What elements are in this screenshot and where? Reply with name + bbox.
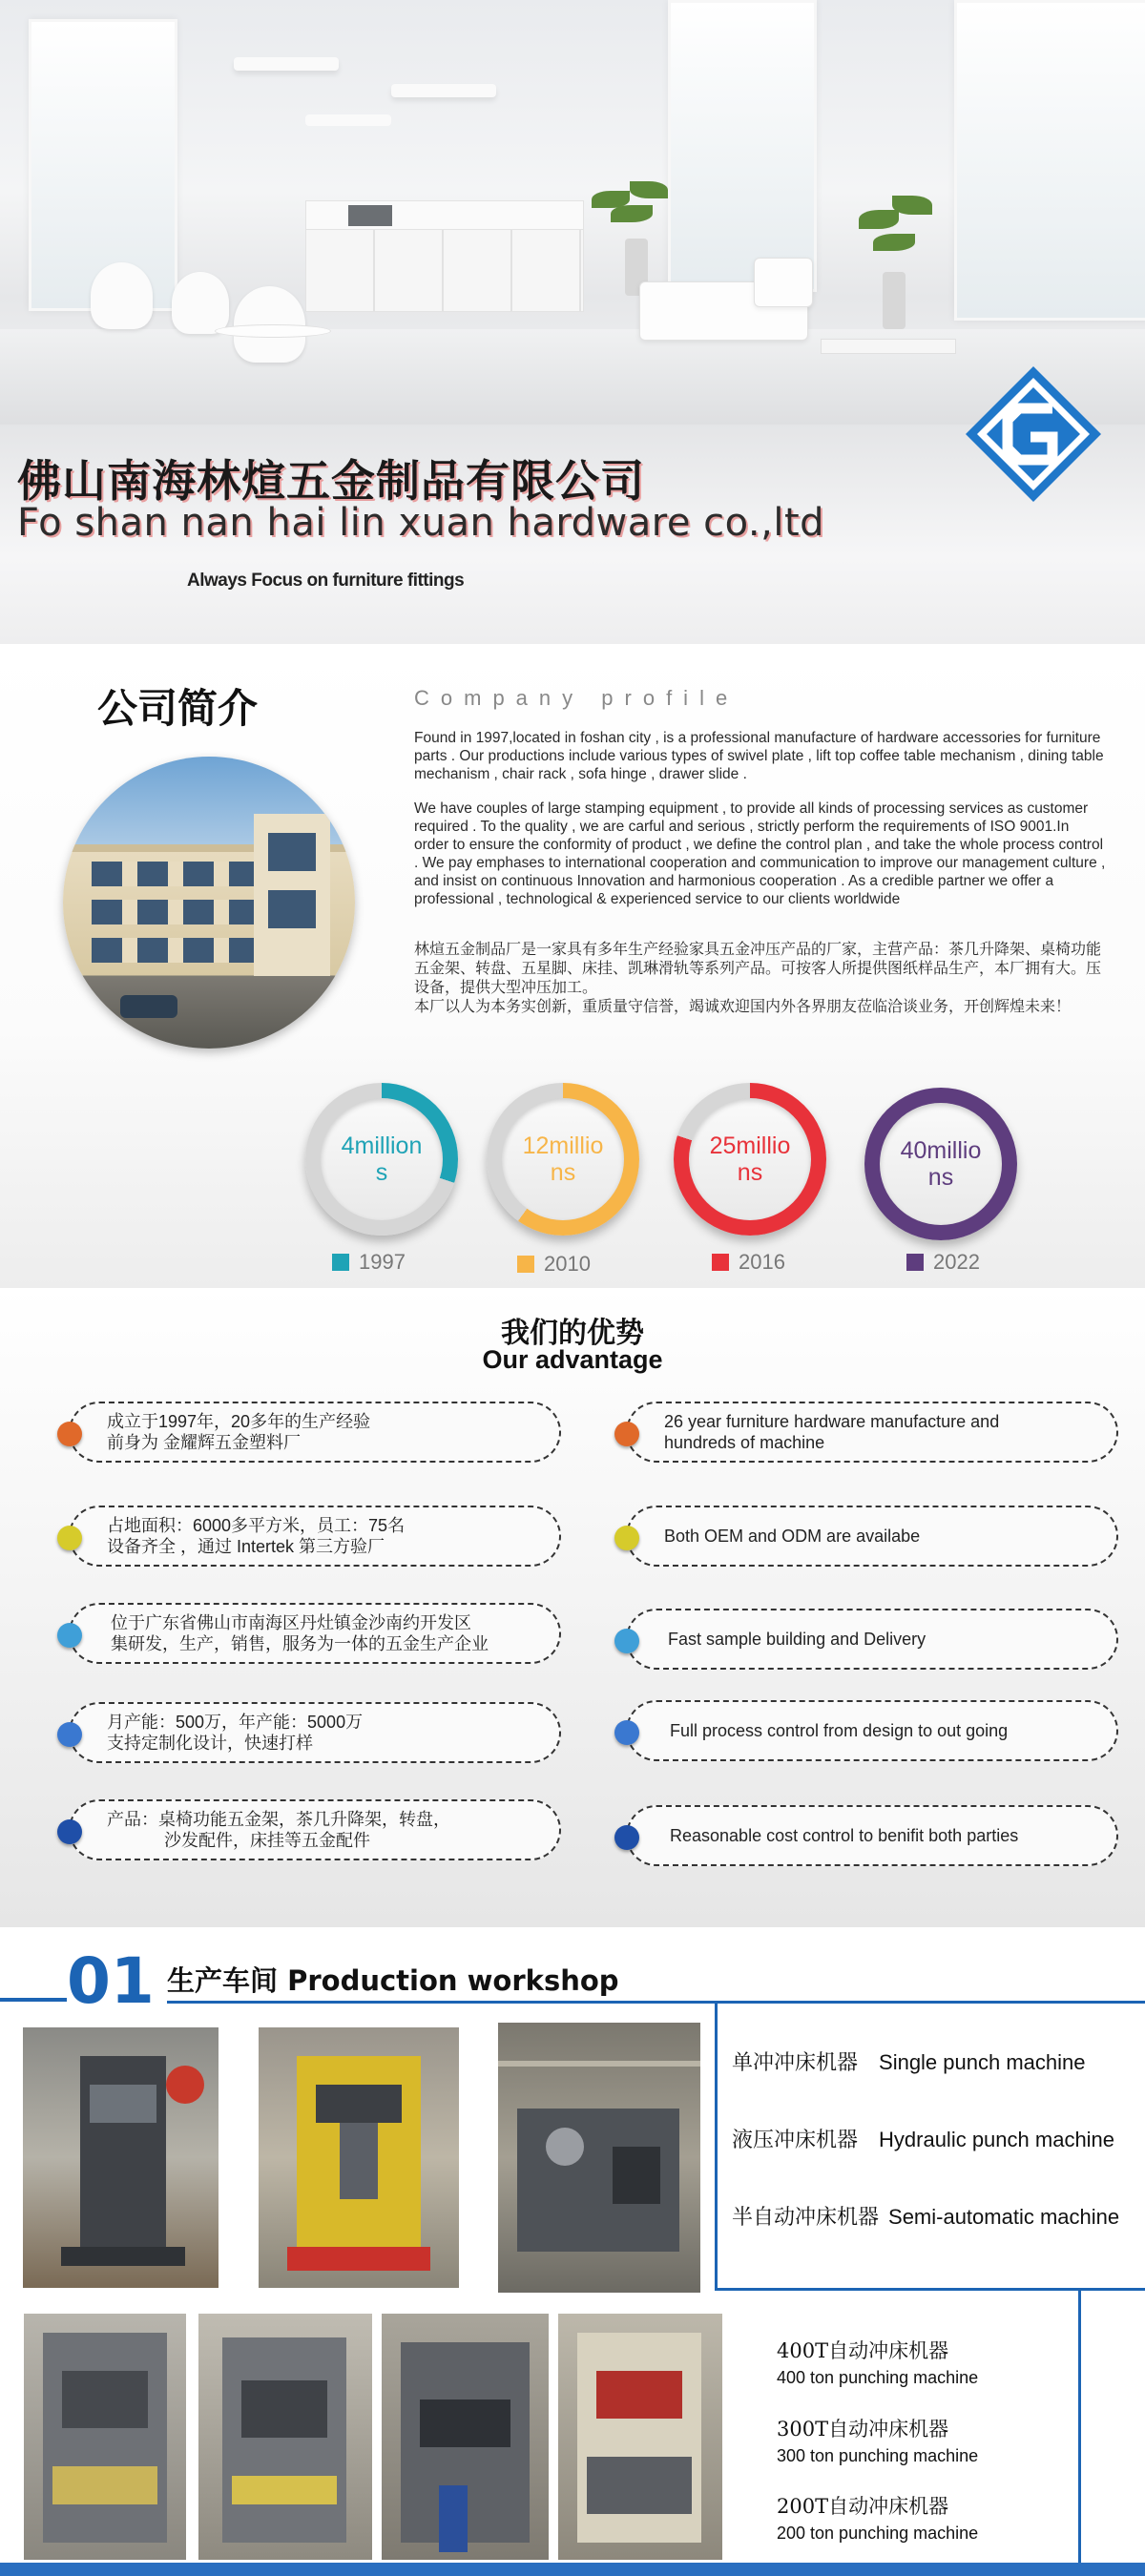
advantage-title-en: Our advantage: [482, 1345, 663, 1374]
title-underline: [0, 1998, 67, 2002]
advantage-right-item: Fast sample building and Delivery: [626, 1609, 1118, 1670]
advantage-right-item: Reasonable cost control to benifit both parties: [626, 1805, 1118, 1866]
stat-ring-1997: [305, 1083, 458, 1236]
advantage-left-item: 产品：桌椅功能五金架，茶几升降架，转盘， 沙发配件，床挂等五金配件: [69, 1799, 561, 1860]
advantage-right-item: Full process control from design to out going: [626, 1700, 1118, 1761]
punch-machine-photo: [558, 2314, 722, 2560]
profile-subtitle: Company profile: [414, 686, 739, 710]
400-ton-machine-photo: [24, 2314, 186, 2560]
title-underline: [167, 2001, 1145, 2004]
profile-paragraph-en-2: We have couples of large stamping equipment , to provide all kinds of processing services as customer required . To the quality , we are carful and serious , strictly perform the requirements of ISO 9001.In order to ensure the conformity of product , we define the control plan , and take the whole process control . We pay emphases to international cooperation and communication to improve our management culture , and insist on continuous Innovation and harmonious cooperation . As a credible partner we offer a professional , technological & experienced service to our clients worldwide: [414, 800, 1106, 907]
bullet-dot-icon: [57, 1722, 82, 1747]
footer-bar: [0, 2563, 1145, 2576]
advantage-title-cn: 我们的优势: [501, 1317, 644, 1350]
bullet-dot-icon: [614, 1629, 639, 1653]
stat-ring-2016: [674, 1083, 826, 1236]
profile-paragraph-en-1: Found in 1997,located in foshan city , is a professional manufacture of hardware accessories for furniture parts . Our productions include various types of swivel plate , lift top coffee table mechanism , dining table mechanism , chair rack , sofa hinge , drawer slide .: [414, 730, 1104, 782]
bullet-dot-icon: [57, 1422, 82, 1446]
advantage-right-item: Both OEM and ODM are availabe: [626, 1506, 1118, 1567]
year-legend-2016: 2016: [712, 1250, 785, 1275]
stat-ring-2022: [864, 1088, 1017, 1240]
300-ton-machine-photo: [198, 2314, 372, 2560]
company-name-en: Fo shan nan hai lin xuan hardware co.,ltd: [17, 501, 825, 545]
hero-interior-image: [0, 0, 1145, 425]
single-punch-machine-photo: [23, 2027, 219, 2288]
bullet-dot-icon: [57, 1819, 82, 1844]
advantage-left-item: 位于广东省佛山市南海区丹灶镇金沙南约开发区 集研发，生产，销售，服务为一体的五金生产企业: [69, 1603, 561, 1664]
profile-paragraph-cn: [414, 941, 1106, 1017]
company-slogan: Always Focus on furniture fittings: [187, 571, 465, 591]
hydraulic-punch-machine-photo: [259, 2027, 459, 2288]
company-name-cn: 佛山南海林煊五金制品有限公司: [17, 455, 645, 507]
bullet-dot-icon: [614, 1526, 639, 1550]
stat-value-2010: 12millions: [522, 1132, 604, 1186]
bullet-dot-icon: [614, 1422, 639, 1446]
advantage-left-item: 成立于1997年，20多年的生产经验 前身为 金耀辉五金塑料厂: [69, 1402, 561, 1463]
stat-ring-2010: [487, 1083, 639, 1236]
200-ton-machine-photo: [382, 2314, 549, 2560]
year-legend-2022: 2022: [906, 1250, 980, 1275]
advantage-right-item: 26 year furniture hardware manufacture and hundreds of machine: [626, 1402, 1118, 1463]
year-legend-1997: 1997: [332, 1250, 406, 1275]
machine-label: 300T自动冲床机器 300 ton punching machine: [777, 2418, 979, 2465]
advantage-left-item: 占地面积：6000多平方米，员工：75名 设备齐全 ，通过 Intertek 第三方验厂: [69, 1506, 561, 1567]
profile-paragraph-cn-1: 林煊五金制品厂是一家具有多年生产经验家具五金冲压产品的厂家，主营产品：茶几升降架、桌椅功能五金架、转盘、五星脚、床挂、凯琳滑轨等系列产品。可按客人所提供图纸样品生产，本厂拥有大。压设备，提供大型冲压加工。: [414, 942, 1102, 996]
advantage-left-item: 月产能：500万，年产能：5000万 支持定制化设计，快速打样: [69, 1702, 561, 1763]
frame-line: [715, 2002, 718, 2290]
profile-paragraph-cn-2: 本厂以人为本务实创新，重质量守信誉，竭诚欢迎国内外各界朋友莅临洽谈业务，开创辉煌未来！: [414, 999, 1072, 1015]
section-number: 01: [67, 1944, 155, 2018]
machine-label: 200T自动冲床机器 200 ton punching machine: [777, 2495, 979, 2543]
year-legend-2010: 2010: [517, 1252, 591, 1277]
stat-value-2022: 40millions: [900, 1137, 982, 1191]
stat-value-2016: 25millions: [709, 1132, 791, 1186]
bullet-dot-icon: [57, 1623, 82, 1648]
profile-title: 公司简介: [97, 685, 259, 732]
machine-label: 半自动冲床机器 Semi-automatic machine: [732, 2205, 1120, 2230]
machine-label: 400T自动冲床机器 400 ton punching machine: [777, 2339, 979, 2387]
factory-building-photo: [63, 757, 355, 1049]
bullet-dot-icon: [614, 1825, 639, 1850]
workshop-title: 生产车间 Production workshop: [167, 1964, 619, 1997]
machine-label: 单冲冲床机器 Single punch machine: [732, 2050, 1086, 2075]
bullet-dot-icon: [614, 1720, 639, 1745]
semi-automatic-machine-photo: [498, 2023, 700, 2293]
machine-label: 液压冲床机器 Hydraulic punch machine: [732, 2128, 1115, 2152]
stat-value-1997: 4millions: [341, 1132, 423, 1186]
bullet-dot-icon: [57, 1526, 82, 1550]
company-logo-icon: [962, 363, 1105, 506]
frame-line: [1078, 2288, 1081, 2576]
